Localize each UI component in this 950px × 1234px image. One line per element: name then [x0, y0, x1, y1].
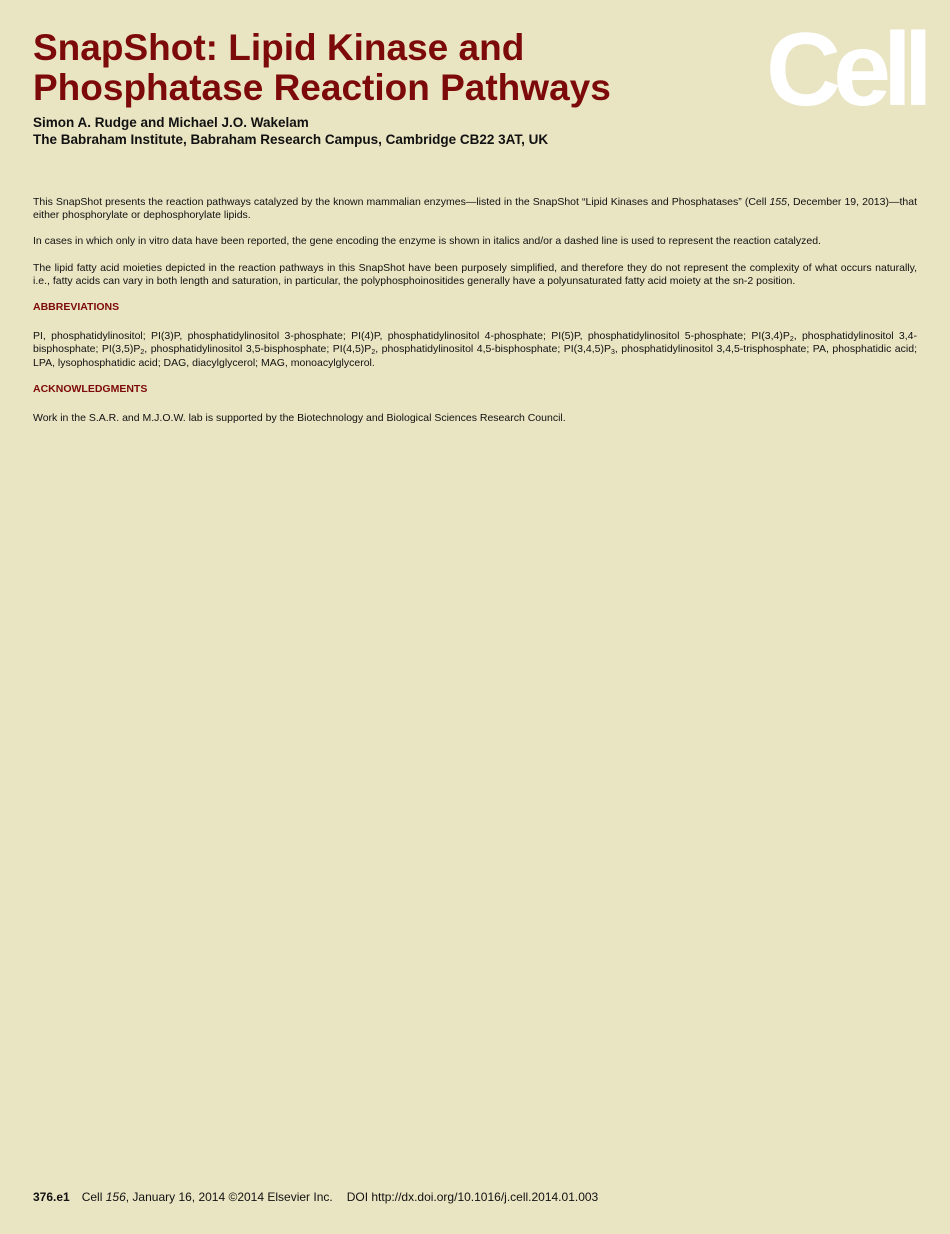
title-line-1: SnapShot: Lipid Kinase and	[33, 27, 525, 68]
intro-paragraph-2: In cases in which only in vitro data have been reported, the gene encoding the enzyme is shown in italics and/or a dashed line is used to represent the reaction catalyzed.	[33, 235, 821, 248]
abbr-sub-1: 2	[789, 336, 794, 344]
author-block	[33, 114, 548, 148]
authors: Simon A. Rudge and Michael J.O. Wakelam	[33, 115, 309, 130]
intro-paragraph-3: The lipid fatty acid moieties depicted in the reaction pathways in this SnapShot have been purposely simplified, and therefore they do not represent the complexity of what occurs naturally, i.e., fatty acids can vary in both length and saturation, in particular, the polyphosphoinositides generally have a polyunsaturated fatty acid moiety at the sn-2 position.	[33, 261, 917, 287]
abbr-sub-4: 3	[611, 349, 615, 357]
title-line-2: Phosphatase Reaction Pathways	[33, 67, 611, 108]
abbreviations-heading: ABBREVIATIONS	[33, 301, 120, 314]
intro-p1-volume: 155	[769, 196, 787, 208]
footer-volume: 156	[105, 1190, 126, 1204]
abbr-text-4: , phosphatidylinositol 4,5-bisphosphate; PI(3,4,5)P	[375, 343, 611, 356]
footer-journal: Cell	[81, 1190, 106, 1204]
abbreviations-text	[33, 330, 917, 370]
abbr-text-3: , phosphatidylinositol 3,5-bisphosphate; PI(4,5)P	[144, 343, 372, 356]
acknowledgments-text: Work in the S.A.R. and M.J.O.W. lab is supported by the Biotechnology and Biological Sciences Research Council.	[33, 412, 566, 425]
abbr-text-2: , phosphatidylinositol 3,4-bisphosphate; PI(3,5)P	[33, 330, 917, 356]
intro-paragraph-1	[33, 196, 917, 222]
abbr-text-5: , phosphatidylinositol 3,4,5-trisphosphate; PA, phosphatidic acid; LPA, lysophosphatidic acid; DAG, diacylglycerol; MAG, monoacylglycerol.	[33, 343, 917, 369]
page-footer	[33, 1190, 598, 1204]
abbr-sub-2: 2	[140, 349, 145, 357]
affiliation: The Babraham Institute, Babraham Research Campus, Cambridge CB22 3AT, UK	[33, 132, 549, 147]
page-title	[33, 28, 733, 108]
acknowledgments-heading: ACKNOWLEDGMENTS	[33, 382, 148, 395]
abbr-text-1: PI, phosphatidylinositol; PI(3)P, phosphatidylinositol 3-phosphate; PI(4)P, phosphatidylinositol 4-phosphate; PI(5)P, phosphatidylinositol 5-phosphate; PI(3,4)P	[33, 330, 790, 343]
abbr-sub-3: 2	[371, 349, 376, 357]
body-text	[33, 196, 917, 438]
footer-date-copyright: , January 16, 2014 ©2014 Elsevier Inc.	[125, 1190, 333, 1204]
footer-doi: DOI http://dx.doi.org/10.1016/j.cell.2014.01.003	[346, 1190, 599, 1204]
intro-p1-a: This SnapShot presents the reaction pathways catalyzed by the known mammalian enzymes—listed in the SnapShot “Lipid Kinases and Phosphatases” (Cell	[33, 196, 770, 208]
intro-p1-b: , December 19, 2013)—that either phosphorylate or dephosphorylate lipids.	[33, 196, 917, 222]
cell-logo: Cell	[766, 12, 925, 128]
page-number: 376.e1	[33, 1190, 70, 1204]
